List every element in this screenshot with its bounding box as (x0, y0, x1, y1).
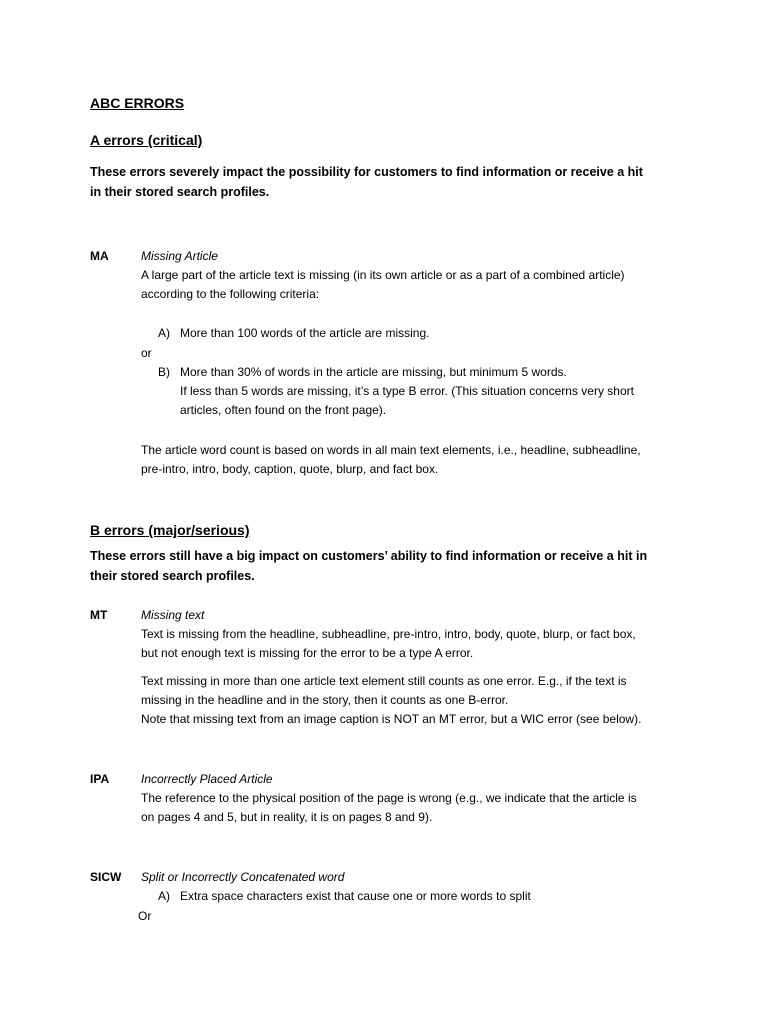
mt-name: Missing text (141, 608, 205, 622)
ma-item-b (158, 363, 634, 420)
page-title: ABC ERRORS (90, 95, 185, 111)
section-a-intro-line1: These errors severely impact the possibility for customers to find information or receive a hit (90, 165, 643, 179)
ma-note (141, 441, 641, 479)
section-a-intro-line2: in their stored search profiles. (90, 185, 270, 199)
sicw-name: Split or Incorrectly Concatenated word (141, 870, 345, 884)
sicw-code: SICW (90, 870, 122, 884)
ma-name: Missing Article (141, 249, 218, 263)
ipa-entry (141, 770, 721, 827)
ma-item-b-line1: More than 30% of words in the article are missing, but minimum 5 words. (180, 365, 567, 379)
ma-note-line2: pre-intro, intro, body, caption, quote, blurp, and fact box. (141, 462, 439, 476)
sicw-item-a (158, 887, 531, 906)
sicw-item-a-text: Extra space characters exist that cause one or more words to split (180, 889, 531, 903)
ipa-name: Incorrectly Placed Article (141, 772, 273, 786)
ipa-line1: The reference to the physical position of the page is wrong (e.g., we indicate that the article is (141, 791, 637, 805)
section-b-heading: B errors (major/serious) (90, 522, 250, 538)
ma-item-a-marker: A) (158, 326, 170, 340)
mt-line5: Note that missing text from an image caption is NOT an MT error, but a WIC error (see below). (141, 712, 642, 726)
section-b-intro (90, 546, 647, 586)
ma-item-a (158, 324, 429, 343)
sicw-or: Or (138, 909, 152, 923)
mt-line2: but not enough text is missing for the error to be a type A error. (141, 646, 474, 660)
ipa-code: IPA (90, 772, 110, 786)
ma-or: or (141, 346, 152, 360)
ma-code: MA (90, 249, 109, 263)
ma-desc-line1: A large part of the article text is missing (in its own article or as a part of a combined article) (141, 268, 625, 282)
ma-item-b-marker: B) (158, 365, 170, 379)
ma-note-line1: The article word count is based on words in all main text elements, i.e., headline, subheadline, (141, 443, 641, 457)
section-a-heading: A errors (critical) (90, 132, 203, 148)
mt-code: MT (90, 608, 108, 622)
mt-line4: missing in the headline and in the story, then it counts as one B-error. (141, 693, 509, 707)
ma-item-b-line3: articles, often found on the front page). (180, 403, 387, 417)
ma-item-b-line2: If less than 5 words are missing, it’s a type B error. (This situation concerns very short (180, 384, 634, 398)
ma-desc-line2: according to the following criteria: (141, 287, 320, 301)
mt-line3: Text missing in more than one article text element still counts as one error. E.g., if the text is (141, 674, 627, 688)
mt-line1: Text is missing from the headline, subheadline, pre-intro, intro, body, quote, blurp, or fact box, (141, 627, 636, 641)
section-a-intro (90, 162, 643, 202)
ma-item-a-text: More than 100 words of the article are missing. (180, 326, 430, 340)
mt-entry (141, 606, 721, 729)
ma-entry (141, 247, 701, 304)
section-b-intro-line2: their stored search profiles. (90, 569, 255, 583)
ipa-line2: on pages 4 and 5, but in reality, it is on pages 8 and 9). (141, 810, 433, 824)
sicw-item-a-marker: A) (158, 889, 170, 903)
section-b-intro-line1: These errors still have a big impact on customers’ ability to find information or receive a hit in (90, 549, 648, 563)
